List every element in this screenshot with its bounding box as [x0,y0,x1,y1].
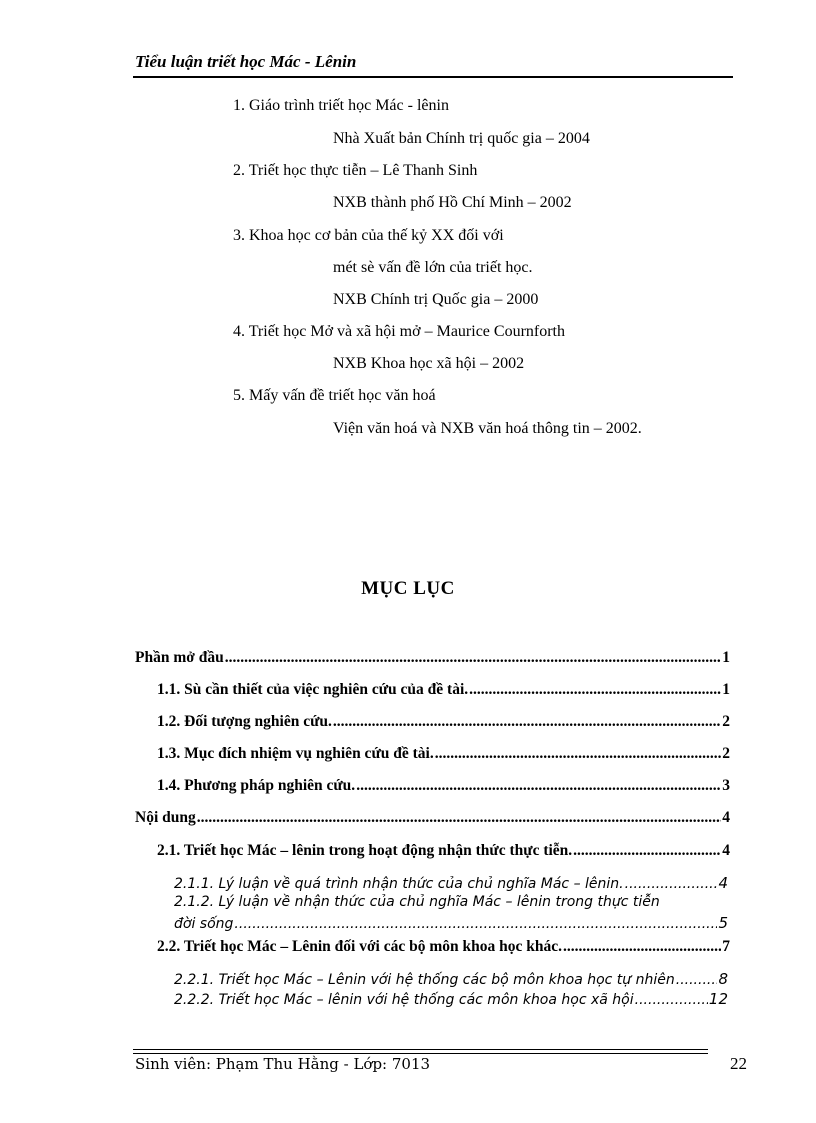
toc-entry-page: 1 [722,649,730,666]
toc-entry-label: 1.3. Mục đích nhiệm vụ nghiên cứu đề tài. [157,745,434,762]
header-rule [133,76,733,78]
toc-entry-label: 2.1. Triết học Mác – lênin trong hoạt động nhận thức thực tiễn. [157,842,573,859]
toc-leader [197,809,722,827]
header-title: Tiểu luận triết học Mác - Lênin [135,52,357,71]
toc-entry[interactable] [157,777,730,795]
reference-item: 1. Giáo trình triết học Mác - lênin [233,97,449,114]
toc-leader [333,713,721,731]
toc-entry-label: Phần mở đầu [135,649,224,666]
toc-entry-label: 1.4. Phương pháp nghiên cứu. [157,777,356,794]
toc-entry-label: 2.2.2. Triết học Mác – lênin với hệ thống các môn khoa học xã hội [174,992,634,1008]
toc-entry[interactable] [174,990,728,1008]
toc-entry-page: 4 [722,809,730,826]
toc-entry-page: 8 [718,970,728,988]
toc-entry[interactable] [157,938,730,956]
toc-entry[interactable] [174,914,728,932]
toc-leader [234,914,717,932]
toc-entry[interactable] [157,681,730,699]
toc-entry-page: 1 [722,681,730,698]
reference-publisher: NXB Chính trị Quốc gia – 2000 [333,291,539,308]
toc-entry[interactable] [157,842,730,860]
toc-entry-label: 2.1.1. Lý luận về quá trình nhận thức của chủ nghĩa Mác – lênin. [174,876,624,892]
toc-leader [469,681,721,699]
reference-publisher: NXB Khoa học xã hội – 2002 [333,355,525,372]
toc-entry-page: 3 [722,777,730,794]
toc-entry-page: 7 [722,938,730,955]
reference-publisher: NXB thành phố Hồ Chí Minh – 2002 [333,194,572,211]
toc-entry-page: 4 [722,842,730,859]
toc-entry-label: 2.2. Triết học Mác – Lênin đối với các bộ môn khoa học khác. [157,938,562,955]
toc-title: MỤC LỤC [361,578,455,599]
toc-entry-label: 2.1.2. Lý luận về nhận thức của chủ nghĩa Mác – lênin trong thực tiễn [174,894,660,910]
toc-entry[interactable] [174,970,728,988]
toc-leader [625,874,718,892]
toc-entry-label: Nội dung [135,809,196,826]
toc-leader [435,745,722,763]
reference-item: 5. Mấy vấn đề triết học văn hoá [233,387,436,404]
toc-entry-label: đời sống [174,916,234,932]
reference-item: 2. Triết học thực tiễn – Lê Thanh Sinh [233,162,478,179]
toc-entry-label: 2.2.1. Triết học Mác – Lênin với hệ thống các bộ môn khoa học tự nhiên [174,972,675,988]
reference-item: 4. Triết học Mở và xã hội mở – Maurice Cournforth [233,323,565,340]
toc-entry-page: 4 [718,874,728,892]
toc-entry[interactable] [174,874,728,892]
footer-author: Sinh viên: Phạm Thu Hằng - Lớp: 7013 [135,1055,431,1073]
toc-entry[interactable] [135,809,730,827]
toc-entry[interactable] [157,713,730,731]
toc-entry[interactable] [157,745,730,763]
toc-entry-label: 1.2. Đối tượng nghiên cứu. [157,713,332,730]
toc-leader [635,990,708,1008]
toc-entry[interactable] [135,649,730,667]
toc-entry-page: 5 [718,914,728,932]
page-number: 22 [730,1054,747,1073]
toc-entry-label: 1.1. Sù cần thiết của việc nghiên cứu của đề tài. [157,681,469,698]
toc-leader [356,777,721,795]
reference-item: 3. Khoa học cơ bản của thế kỷ XX đối với [233,227,504,244]
toc-leader [573,842,721,860]
reference-publisher: Viện văn hoá và NXB văn hoá thông tin – 2002. [333,420,642,437]
toc-leader [676,970,718,988]
toc-leader [563,938,721,956]
toc-entry-page: 2 [722,745,730,762]
footer-rule [133,1053,708,1054]
reference-item-continuation: mét sè vấn đề lớn của triết học. [333,259,533,276]
reference-publisher: Nhà Xuất bản Chính trị quốc gia – 2004 [333,130,590,147]
toc-entry-page: 12 [708,990,728,1008]
toc-leader [225,649,722,667]
toc-entry-page: 2 [722,713,730,730]
footer-rule [133,1049,708,1050]
